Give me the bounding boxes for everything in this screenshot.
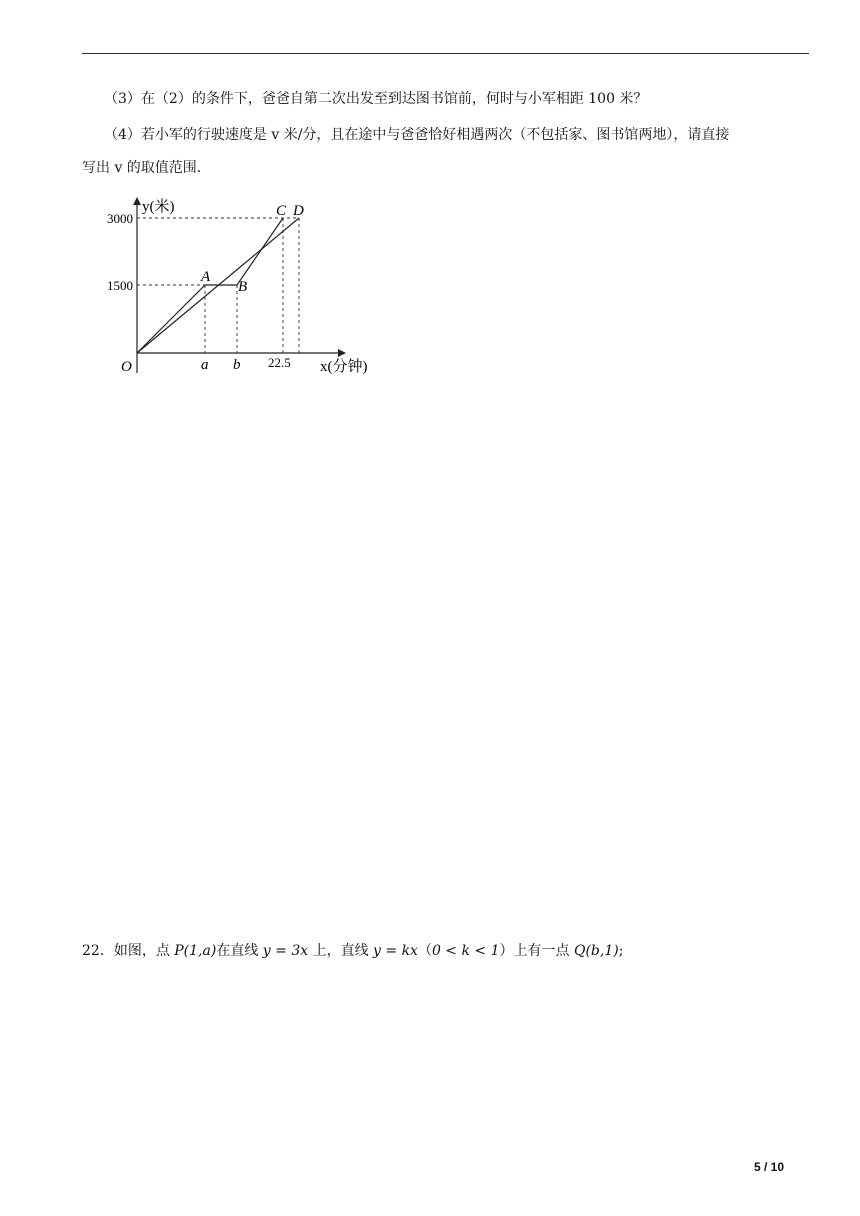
q22-text-4: ）上有一点 [499, 943, 574, 959]
point-p: P(1,a) [174, 943, 217, 959]
header-rule [82, 53, 809, 54]
question-3: （3）在（2）的条件下，爸爸自第二次出发至到达图书馆前，何时与小军相距 100 米？ [104, 91, 648, 107]
point-q: Q(b,1) [573, 943, 619, 959]
question-4-line-1: （4）若小军的行驶速度是 v 米/分，且在途中与爸爸恰好相遇两次（不包括家、图书馆两地），请直接 [104, 127, 730, 143]
question-4-line-2: 写出 v 的取值范围. [82, 160, 202, 176]
y-tick-1500: 1500 [107, 278, 133, 293]
k-condition: 0 < k < 1 [431, 943, 500, 959]
x-tick-b: b [233, 357, 241, 373]
line-y-3x: y = 3x [262, 943, 309, 959]
page-number: 5 / 10 [754, 1160, 785, 1174]
point-c-label: C [276, 203, 287, 219]
y-axis-arrow [133, 197, 141, 205]
segment-oa [137, 285, 205, 353]
x-tick-22-5: 22.5 [268, 355, 291, 370]
q22-text-1: 在直线 [216, 943, 263, 959]
point-b-label: B [238, 279, 248, 295]
distance-time-graph [95, 195, 395, 384]
point-d-label: D [293, 203, 304, 219]
origin-label: O [121, 359, 132, 375]
x-tick-a: a [201, 357, 209, 373]
x-axis-label: x(分钟) [320, 359, 368, 375]
q22-number: 22．如图，点 [82, 943, 175, 959]
y-axis-label: y(米) [142, 199, 175, 215]
y-tick-3000: 3000 [107, 211, 133, 226]
segment-od [137, 218, 299, 353]
q22-text-3: （ [417, 943, 432, 959]
line-y-kx: y = kx [373, 943, 418, 959]
point-a-label: A [201, 269, 211, 285]
segment-bc [237, 218, 283, 285]
question-22 [82, 941, 623, 961]
q22-text-2: 上，直线 [308, 943, 374, 959]
x-axis-arrow [338, 349, 346, 357]
q22-text-5: ; [618, 943, 624, 959]
